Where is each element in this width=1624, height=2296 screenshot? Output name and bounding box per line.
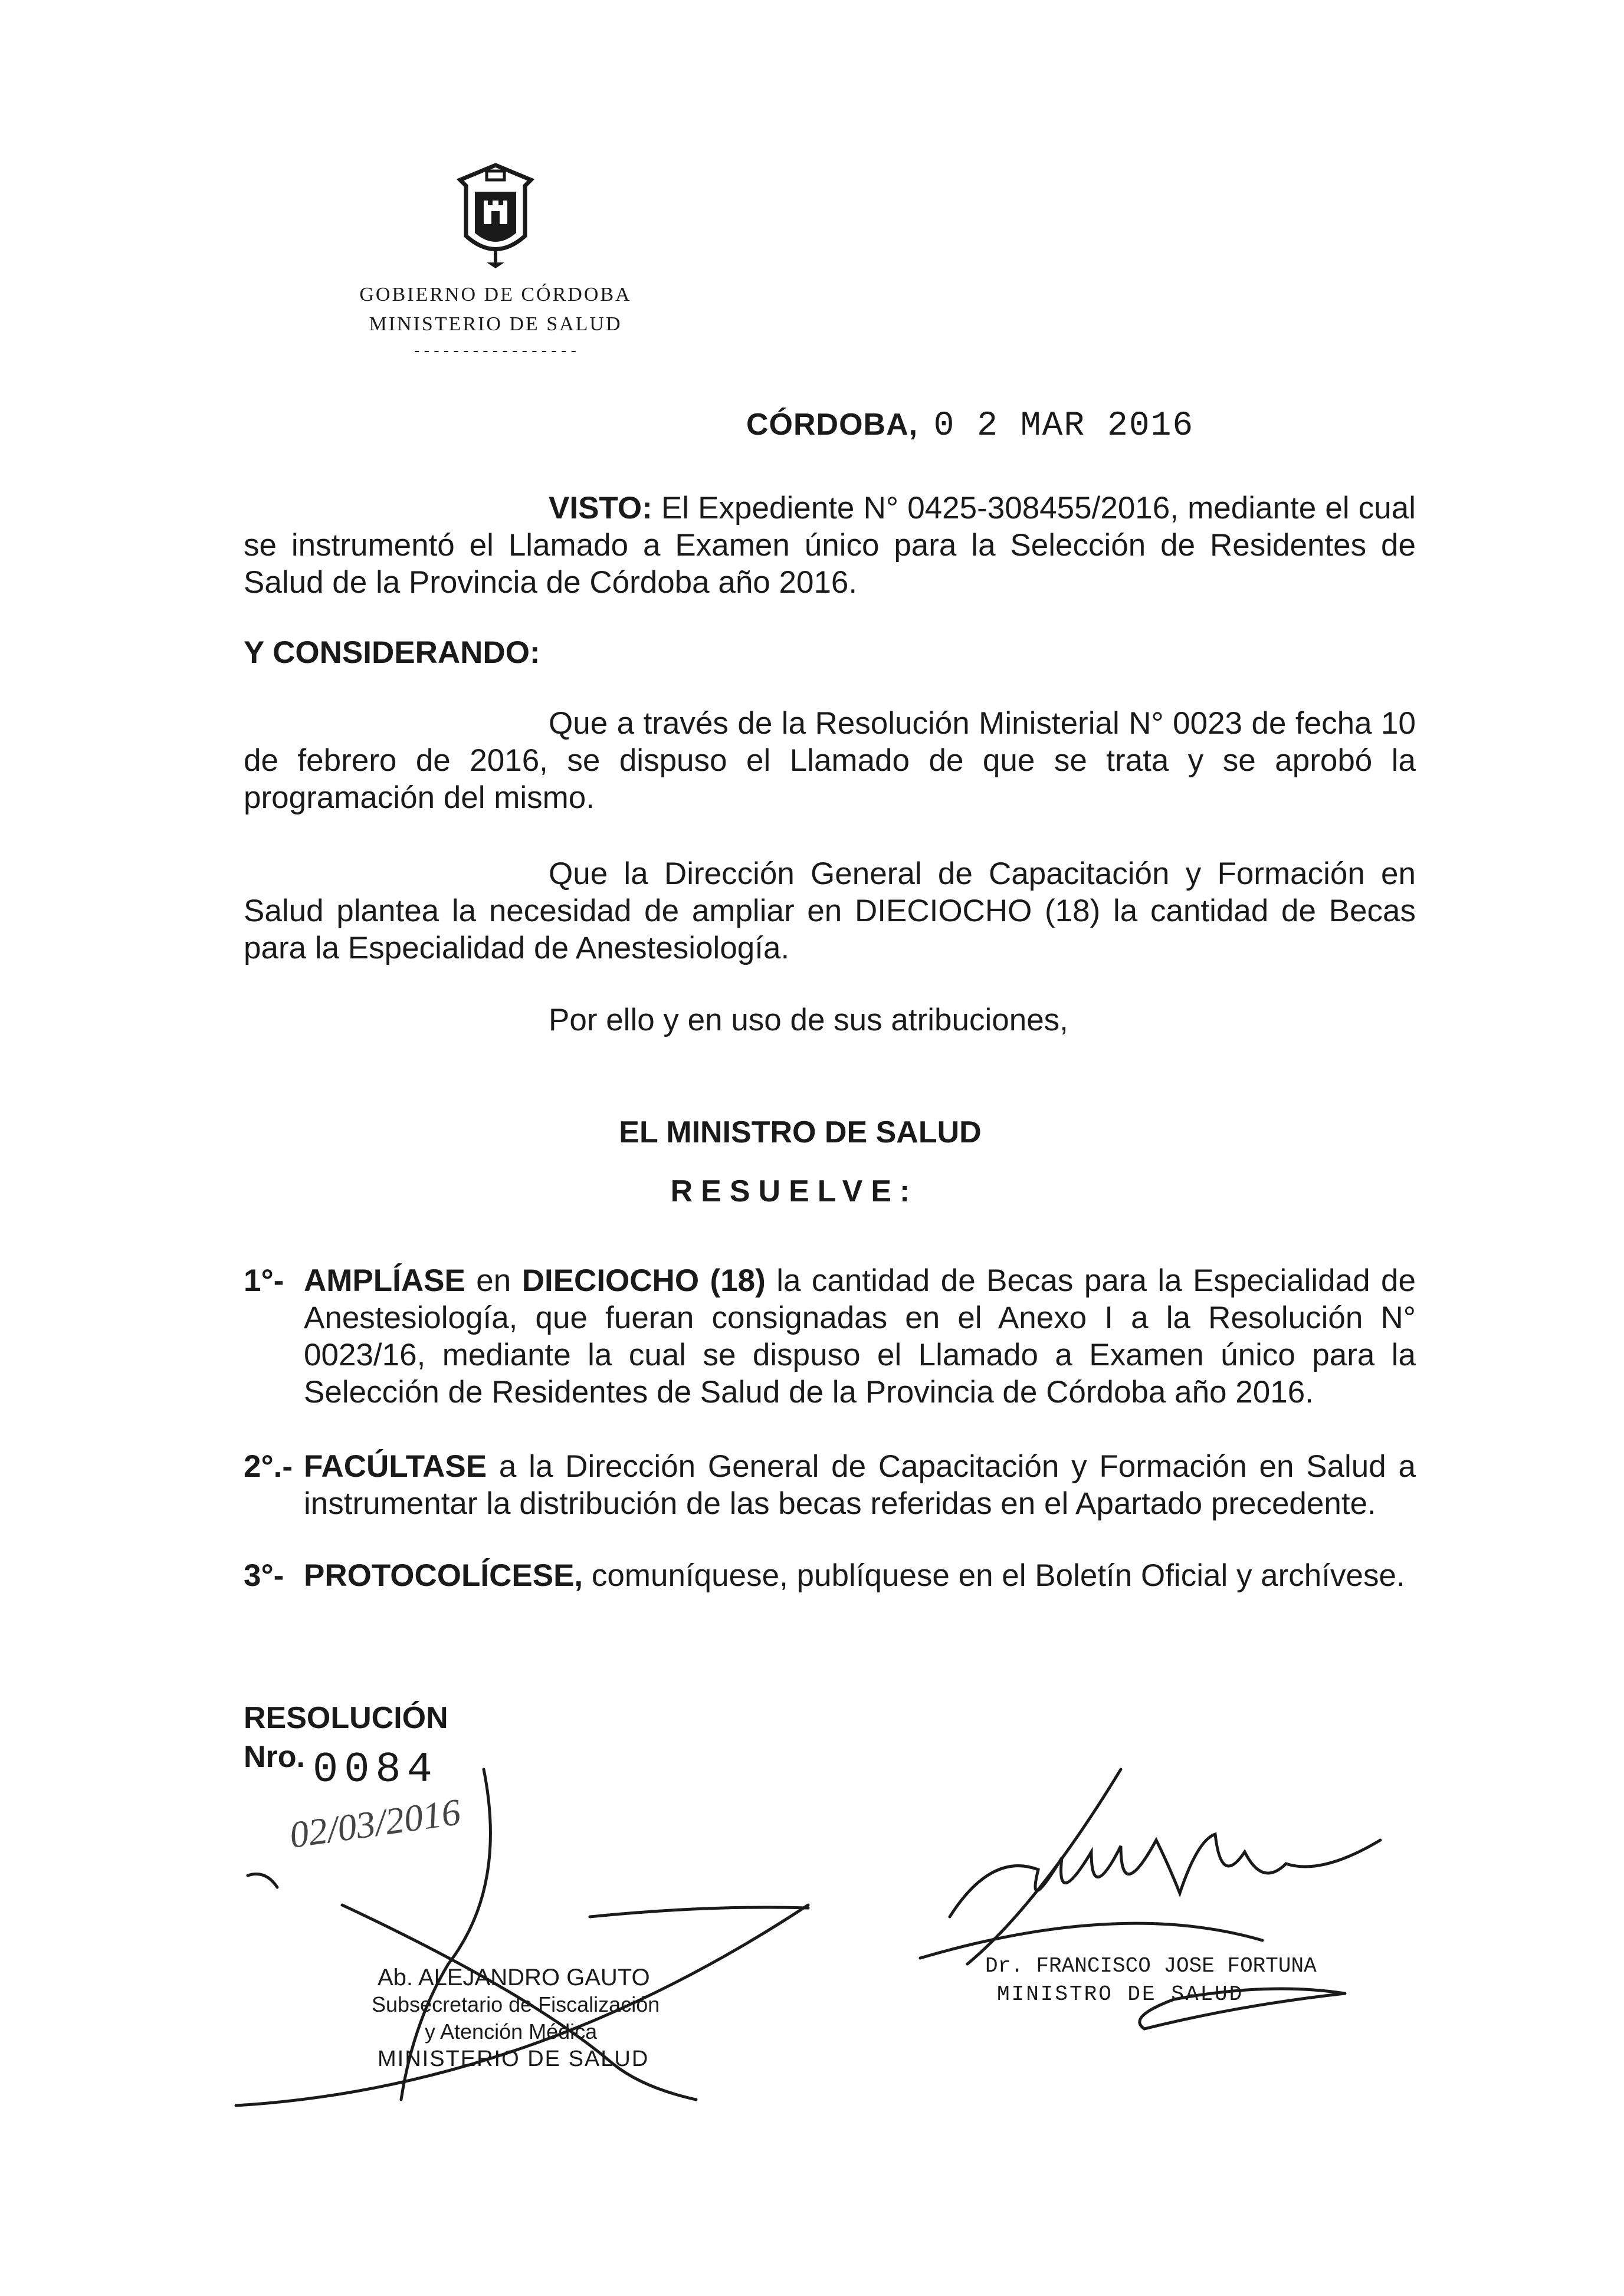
- article-keyword: PROTOCOLÍCESE,: [304, 1558, 583, 1593]
- article-keyword: FACÚLTASE: [304, 1449, 487, 1484]
- article-number: 1°-: [244, 1263, 284, 1298]
- stamp-ministry: MINISTERIO DE SALUD: [378, 2047, 649, 2071]
- considerando-paragraph-2: Que la Dirección General de Capacitación y Formación en Salud plantea la necesidad de ampliar en DIECIOCHO (18) la cantidad de Becas para la Especialidad de Anestesiología.: [244, 856, 1416, 965]
- signature-left-stroke: [248, 1874, 277, 1888]
- considerando-closing: Por ello y en uso de sus atribuciones,: [549, 1003, 1068, 1037]
- signature-right-stroke: [950, 1834, 1380, 1917]
- article-text: comuníquese, publíquese en el Boletín Oficial y archívese.: [583, 1558, 1405, 1593]
- date-line: [746, 407, 1194, 445]
- article-2: [244, 1448, 1416, 1522]
- government-name: GOBIERNO DE CÓRDOBA: [359, 284, 632, 306]
- ministry-name: MINISTERIO DE SALUD: [369, 313, 622, 335]
- stamp-name: Ab. ALEJANDRO GAUTO: [378, 1965, 650, 1990]
- resolution-number: 0084: [313, 1746, 438, 1794]
- stamp-title: MINISTRO DE SALUD: [997, 1982, 1244, 2006]
- resolution-nro-label: Nro.: [244, 1740, 305, 1774]
- signature-right-stroke: [967, 1769, 1121, 1964]
- considerando-paragraph-1: Que a través de la Resolución Ministerial N° 0023 de fecha 10 de febrero de 2016, se dispuso el Llamado de que se trata y se aprobó la programación del mismo.: [244, 706, 1416, 815]
- ministro-heading: EL MINISTRO DE SALUD: [619, 1115, 982, 1149]
- signatory-stamp-left: [372, 1964, 660, 2072]
- article-number: 3°-: [244, 1558, 284, 1593]
- article-keyword: AMPLÍASE: [304, 1263, 465, 1298]
- resolution-label: RESOLUCIÓN: [244, 1701, 448, 1735]
- signature-left-stroke: [590, 1907, 808, 1917]
- header-divider: -----------------: [412, 343, 579, 360]
- article-text: a la Dirección General de Capacitación y Formación en Salud a instrumentar la distribución de las becas referidas en el Apartado precedente.: [304, 1449, 1416, 1521]
- handwritten-date: 02/03/2016: [287, 1791, 464, 1856]
- letterhead: [330, 159, 661, 360]
- stamp-title: y Atención Médica: [425, 2019, 598, 2044]
- article-3: [244, 1557, 1416, 1594]
- stamp-name: Dr. FRANCISCO JOSE FORTUNA: [985, 1954, 1317, 1978]
- visto-paragraph: [244, 490, 1416, 601]
- visto-label: VISTO:: [549, 491, 652, 525]
- date-stamp: 0 2 MAR 2016: [933, 407, 1195, 445]
- article-1: [244, 1262, 1416, 1411]
- considerando-heading: Y CONSIDERANDO:: [244, 635, 540, 670]
- resuelve-heading: RESUELVE:: [670, 1174, 918, 1208]
- article-emphasis: DIECIOCHO (18): [521, 1263, 766, 1298]
- stamp-title: Subsecretario de Fiscalización: [372, 1992, 660, 2016]
- coat-of-arms-icon: [451, 159, 540, 268]
- signatory-stamp-right: [985, 1952, 1317, 2009]
- article-connector: en: [465, 1263, 522, 1298]
- date-city: CÓRDOBA,: [746, 408, 918, 442]
- visto-text: El Expediente N° 0425-308455/2016, mediante el cual se instrumentó el Llamado a Examen único para la Selección de Residentes de Salud de la Provincia de Córdoba año 2016.: [244, 491, 1416, 600]
- article-number: 2°.-: [244, 1449, 293, 1484]
- article-text: la cantidad de Becas para la Especialidad de Anestesiología, que fueran consignadas en el Anexo I a la Resolución N° 0023/16, mediante la cual se dispuso el Llamado a Examen único para la Selección de Residentes de Salud de la Provincia de Córdoba año 2016.: [304, 1263, 1416, 1410]
